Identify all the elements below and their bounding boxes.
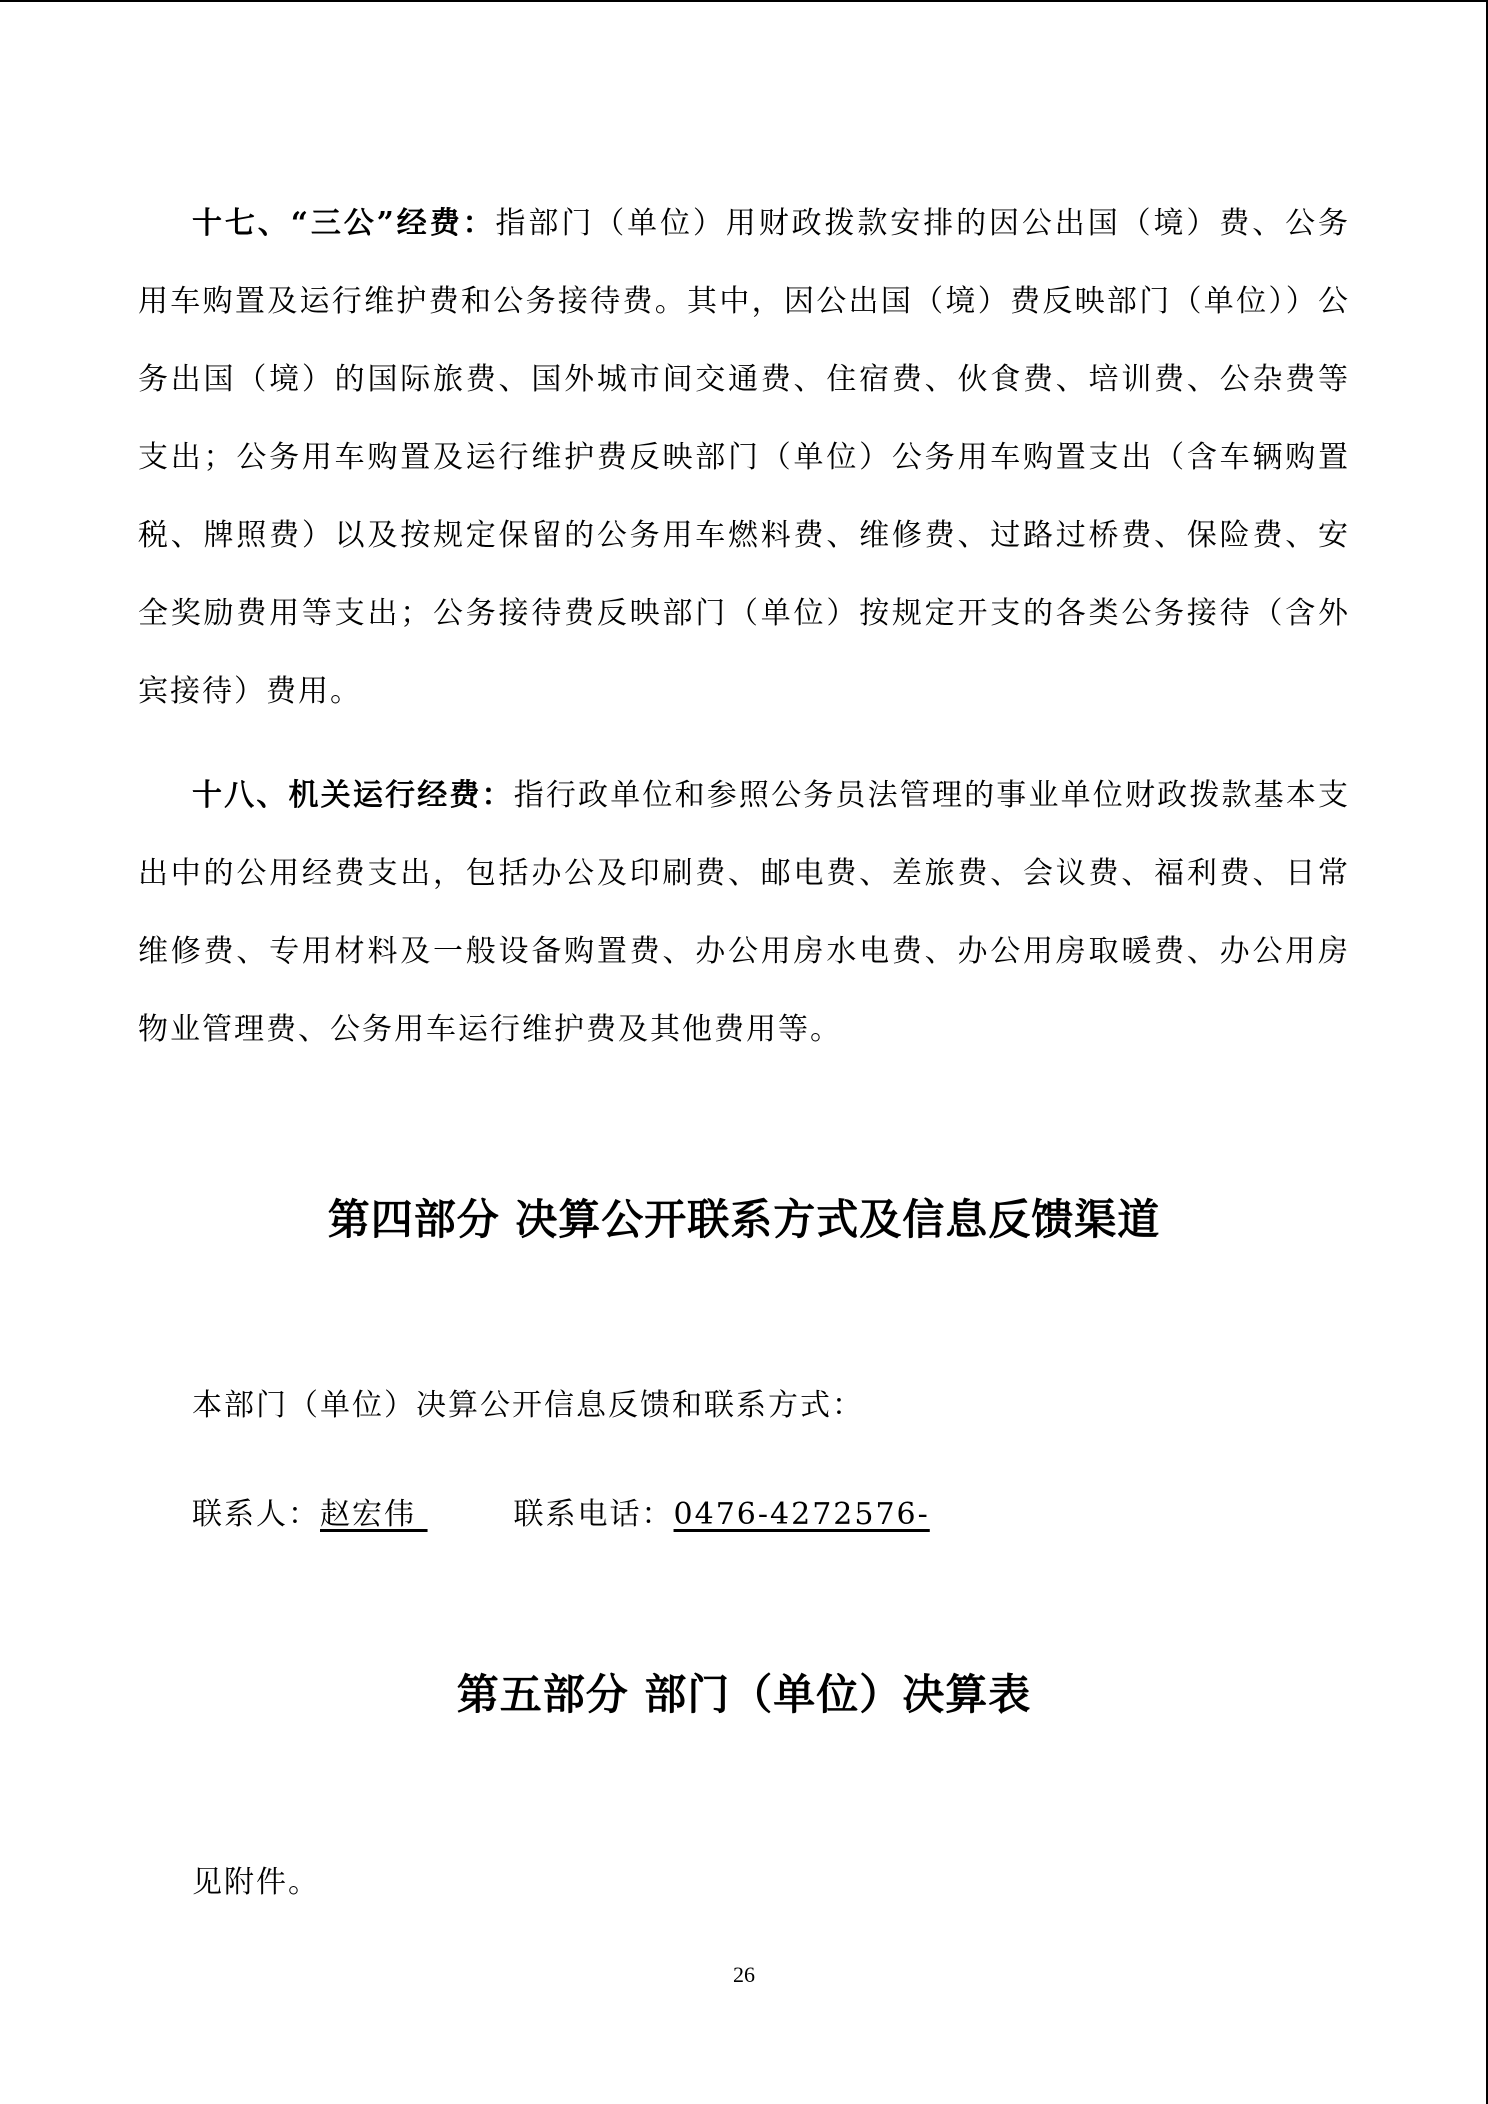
- paragraph-operating-expenses: [138, 757, 1350, 1069]
- contact-person-label: 联系人：: [192, 1497, 320, 1532]
- term-three-public-expenses: 十七、“三公”经费：: [192, 206, 496, 241]
- feedback-intro: 本部门（单位）决算公开信息反馈和联系方式：: [192, 1388, 864, 1423]
- part-four-heading: 第四部分 决算公开联系方式及信息反馈渠道: [327, 1195, 1161, 1244]
- contact-person-name: 赵宏伟: [320, 1497, 428, 1532]
- paragraph-three-public-expenses: [138, 185, 1350, 731]
- contact-phone-label: 联系电话：: [513, 1497, 674, 1532]
- part-five-heading: 第五部分 部门（单位）决算表: [456, 1670, 1032, 1719]
- contact-phone-number: 0476-4272576-: [673, 1497, 930, 1532]
- term-operating-expenses: 十八、机关运行经费：: [192, 778, 514, 813]
- see-attachment-text: 见附件。: [192, 1865, 320, 1900]
- definition-three-public-expenses: 指部门（单位）用财政拨款安排的因公出国（境）费、公务用车购置及运行维护费和公务接待费。其中，因公出国（境）费反映部门（单位））公务出国（境）的国际旅费、国外城市间交通费、住宿费、伙食费、培训费、公杂费等支出；公务用车购置及运行维护费反映部门（单位）公务用车购置支出（含车辆购置税、牌照费）以及按规定保留的公务用车燃料费、维修费、过路过桥费、保险费、安全奖励费用等支出；公务接待费反映部门（单位）按规定开支的各类公务接待（含外宾接待）费用。: [138, 206, 1351, 709]
- page-number: 26: [733, 1962, 755, 1987]
- definition-operating-expenses: 指行政单位和参照公务员法管理的事业单位财政拨款基本支出中的公用经费支出，包括办公及印刷费、邮电费、差旅费、会议费、福利费、日常维修费、专用材料及一般设备购置费、办公用房水电费、办公用房取暖费、办公用房物业管理费、公务用车运行维护费及其他费用等。: [138, 778, 1351, 1047]
- contact-line: [192, 1489, 930, 1533]
